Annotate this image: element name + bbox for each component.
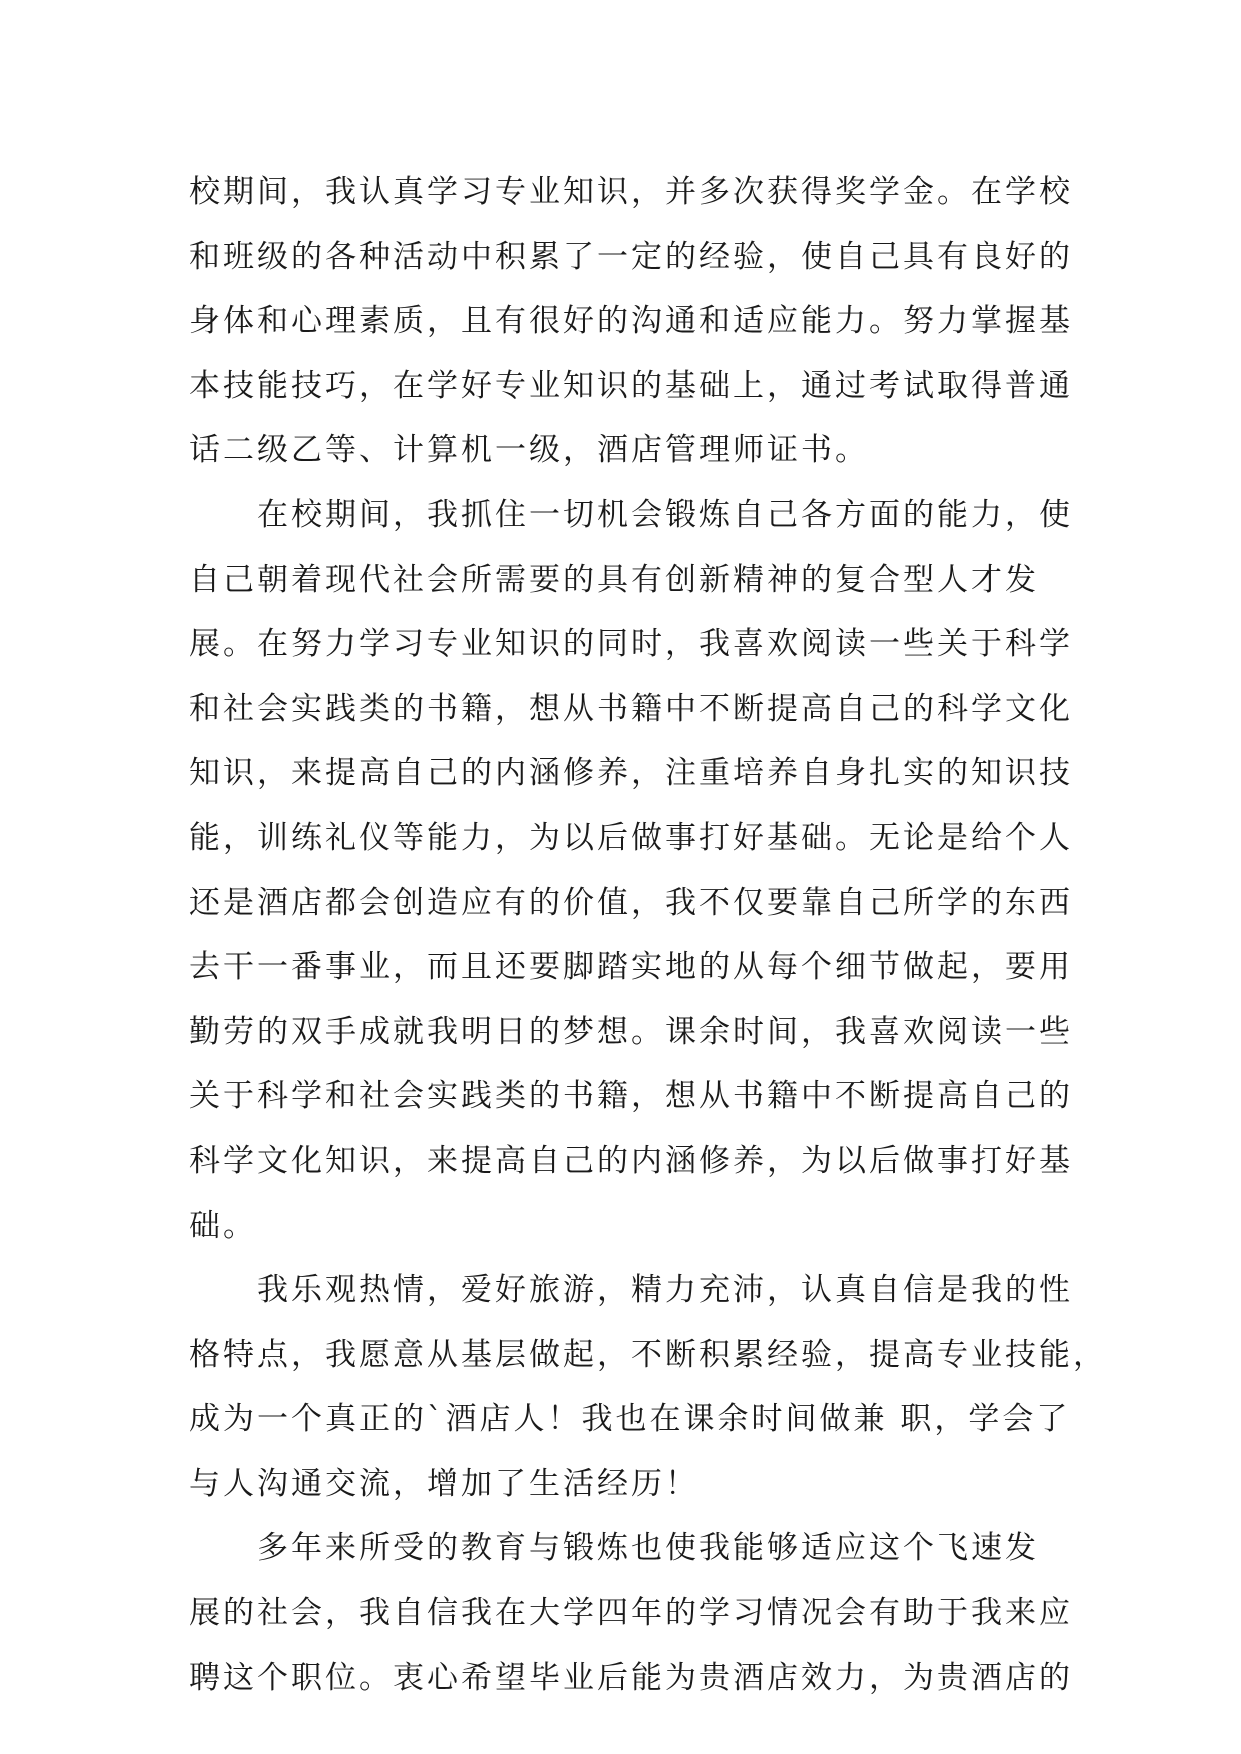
text-line: 知识，来提高自己的内涵修养，注重培养自身扎实的知识技 — [189, 755, 1073, 792]
text-line: 与人沟通交流，增加了生活经历！ — [189, 1465, 699, 1502]
text-line: 关于科学和社会实践类的书籍，想从书籍中不断提高自己的 — [189, 1078, 1073, 1115]
text-line: 成为一个真正的`酒店人！我也在课余时间做兼 职，学会了 — [189, 1401, 1071, 1438]
text-line: 本技能技巧，在学好专业知识的基础上，通过考试取得普通 — [189, 367, 1073, 404]
text-line: 和社会实践类的书籍，想从书籍中不断提高自己的科学文化 — [189, 690, 1073, 727]
text-line: 和班级的各种活动中积累了一定的经验，使自己具有良好的 — [189, 238, 1073, 275]
document-body — [189, 160, 1107, 1710]
text-line: 去干一番事业，而且还要脚踏实地的从每个细节做起，要用 — [189, 949, 1073, 986]
text-line: 科学文化知识，来提高自己的内涵修养，为以后做事打好基 — [189, 1142, 1073, 1179]
text-line: 础。 — [189, 1207, 257, 1244]
text-line: 展的社会，我自信我在大学四年的学习情况会有助于我来应 — [189, 1595, 1073, 1632]
paragraph — [189, 483, 1073, 1258]
text-line: 展。在努力学习专业知识的同时，我喜欢阅读一些关于科学 — [189, 626, 1073, 663]
text-line: 话二级乙等、计算机一级，酒店管理师证书。 — [189, 432, 869, 469]
text-line: 校期间，我认真学习专业知识，并多次获得奖学金。在学校 — [189, 174, 1073, 210]
paragraph — [189, 1258, 1107, 1516]
paragraph — [189, 160, 1073, 483]
paragraph — [189, 1516, 1073, 1710]
text-line: 身体和心理素质，且有很好的沟通和适应能力。努力掌握基 — [189, 303, 1073, 340]
text-line: 聘这个职位。衷心希望毕业后能为贵酒店效力，为贵酒店的 — [189, 1659, 1073, 1696]
text-line: 勤劳的双手成就我明日的梦想。课余时间，我喜欢阅读一些 — [189, 1013, 1073, 1050]
text-line: 还是酒店都会创造应有的价值，我不仅要靠自己所学的东西 — [189, 884, 1073, 921]
text-line: 能，训练礼仪等能力，为以后做事打好基础。无论是给个人 — [189, 819, 1073, 856]
text-line: 格特点，我愿意从基层做起，不断积累经验，提高专业技能， — [189, 1336, 1107, 1373]
text-line: 多年来所受的教育与锻炼也使我能够适应这个飞速发 — [257, 1530, 1039, 1567]
text-line: 我乐观热情，爱好旅游，精力充沛，认真自信是我的性 — [257, 1272, 1073, 1309]
text-line: 在校期间，我抓住一切机会锻炼自己各方面的能力，使 — [257, 496, 1073, 533]
text-line: 自己朝着现代社会所需要的具有创新精神的复合型人才发 — [189, 561, 1039, 598]
